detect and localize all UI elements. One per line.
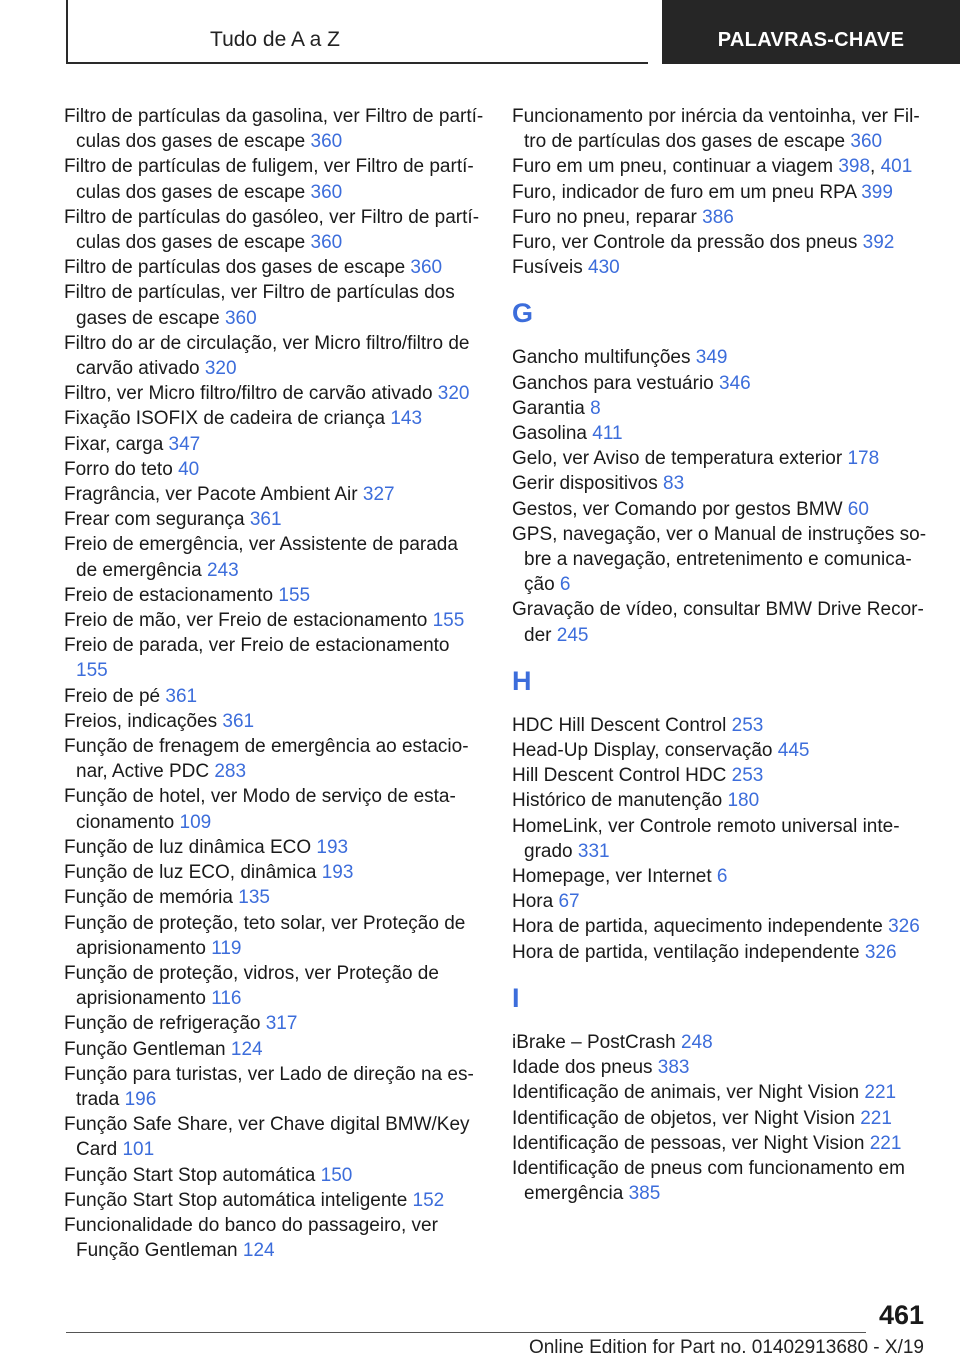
page-reference-link[interactable]: 360 bbox=[310, 181, 343, 203]
index-entry bbox=[512, 940, 932, 965]
index-entry bbox=[64, 709, 484, 734]
index-entry-text: Filtro de partículas de fuligem, ver Filtro de partículas dos gases de escape bbox=[64, 156, 474, 203]
index-entry-text: Função Start Stop automática inteligente bbox=[64, 1189, 408, 1211]
page-reference-link[interactable]: 6 bbox=[716, 866, 728, 888]
index-entry-text: Função Safe Share, ver Chave digital BMW/Key Card bbox=[64, 1114, 470, 1161]
page-reference-link[interactable]: 196 bbox=[124, 1088, 157, 1110]
page-reference-link[interactable]: 119 bbox=[211, 937, 242, 959]
index-entry-text: Função Gentleman bbox=[64, 1038, 226, 1060]
page-reference-link[interactable]: 152 bbox=[412, 1189, 445, 1211]
index-entry-text: Gelo, ver Aviso de temperatura exterior bbox=[512, 448, 843, 470]
index-entry bbox=[64, 961, 484, 1011]
index-entry bbox=[512, 738, 932, 763]
index-entry-text: Furo em um pneu, continuar a viagem bbox=[512, 156, 834, 178]
page-reference-link[interactable]: 326 bbox=[864, 941, 897, 963]
index-entry bbox=[64, 734, 484, 784]
index-entry-text: Freios, indicações bbox=[64, 710, 218, 732]
index-entry-text: Ganchos para vestuário bbox=[512, 372, 714, 394]
index-entry-text: Filtro de partículas, ver Filtro de partículas dos gases de escape bbox=[64, 282, 455, 329]
page-reference-link[interactable]: 317 bbox=[265, 1013, 298, 1035]
page-reference-link[interactable]: 283 bbox=[214, 761, 247, 783]
page-reference-link[interactable]: 347 bbox=[168, 433, 201, 455]
page-reference-link[interactable]: 385 bbox=[628, 1183, 661, 1205]
index-entry bbox=[64, 406, 484, 431]
index-entry-text: Forro do teto bbox=[64, 458, 173, 480]
index-entry-text: Função de proteção, vidros, ver Proteção de aprisionamento bbox=[64, 962, 439, 1010]
index-entry-text: Função Start Stop automática bbox=[64, 1164, 316, 1186]
page-reference-link[interactable]: 411 bbox=[592, 423, 623, 445]
index-entry-text: Gravação de vídeo, consultar BMW Drive Recorder bbox=[512, 599, 924, 646]
page-reference-link[interactable]: 135 bbox=[238, 887, 270, 909]
index-entry-text: Filtro de partículas dos gases de escape bbox=[64, 257, 406, 279]
index-entry bbox=[512, 421, 932, 446]
index-entry-text: Filtro do ar de circulação, ver Micro filtro/filtro de carvão ativado bbox=[64, 332, 470, 380]
index-entry-text: Função de frenagem de emergência ao estacionar, Active PDC bbox=[64, 736, 469, 783]
index-entry bbox=[512, 180, 932, 205]
index-entry-text: Hill Descent Control HDC bbox=[512, 765, 727, 787]
index-entry-text: Head-Up Display, conservação bbox=[512, 740, 773, 762]
index-entry bbox=[64, 784, 484, 834]
page-reference-link[interactable]: 320 bbox=[437, 383, 470, 405]
index-entry-text: Freio de emergência, ver Assistente de parada de emergência bbox=[64, 534, 458, 581]
index-entry bbox=[64, 205, 484, 255]
page-reference-link[interactable]: 248 bbox=[680, 1031, 713, 1053]
index-entry bbox=[64, 457, 484, 482]
page-reference-link[interactable]: 401 bbox=[880, 156, 913, 178]
index-column-left bbox=[64, 104, 484, 1263]
page-reference-link[interactable]: 150 bbox=[320, 1164, 353, 1186]
index-entry-text: Gestos, ver Comando por gestos BMW bbox=[512, 498, 843, 520]
footer-text: Online Edition for Part no. 01402913680 - X/19 bbox=[528, 1337, 924, 1358]
header-tab: PALAVRAS-CHAVE bbox=[662, 0, 960, 64]
index-letter: I bbox=[512, 982, 520, 1013]
index-entry-text: Idade dos pneus bbox=[512, 1057, 653, 1079]
index-entry bbox=[64, 835, 484, 860]
index-entry bbox=[64, 432, 484, 457]
index-entry bbox=[64, 633, 484, 683]
index-entry-text: Furo, ver Controle da pressão dos pneus bbox=[512, 232, 858, 254]
page-reference-link[interactable]: 221 bbox=[864, 1082, 897, 1104]
page-reference-link[interactable]: 243 bbox=[206, 559, 239, 581]
footer-rule bbox=[66, 1332, 866, 1333]
page-reference-link[interactable]: 178 bbox=[847, 448, 880, 470]
index-entry-text: Gerir dispositivos bbox=[512, 473, 658, 495]
index-entry-text: Identificação de objetos, ver Night Vision bbox=[512, 1107, 855, 1129]
page-reference-link[interactable]: 386 bbox=[702, 206, 734, 228]
page-reference-link[interactable]: 360 bbox=[850, 131, 883, 153]
section-title: Tudo de A a Z bbox=[210, 28, 340, 51]
index-entry-text: Fixar, carga bbox=[64, 433, 164, 455]
page-reference-link[interactable]: 6 bbox=[559, 574, 571, 596]
header-section bbox=[210, 0, 658, 64]
page-reference-link[interactable]: 124 bbox=[230, 1038, 263, 1060]
index-entry bbox=[64, 1011, 484, 1036]
page-reference-link[interactable]: 155 bbox=[76, 660, 108, 682]
index-letter: H bbox=[512, 665, 532, 696]
page-reference-link[interactable]: 221 bbox=[869, 1132, 902, 1154]
page-reference-link[interactable]: 346 bbox=[719, 372, 751, 394]
index-entry-text: Hora bbox=[512, 891, 554, 913]
index-entry-text: Filtro de partículas do gasóleo, ver Filtro de partículas dos gases de escape bbox=[64, 206, 480, 254]
page-reference-link[interactable]: 67 bbox=[558, 891, 580, 913]
page-reference-link[interactable]: 143 bbox=[390, 408, 423, 430]
index-entry-text: Histórico de manutenção bbox=[512, 790, 723, 812]
index-entry-text: Garantia bbox=[512, 397, 585, 419]
index-entry bbox=[64, 911, 484, 961]
index-entry-text: Identificação de pneus com funcionamento em emergência bbox=[512, 1157, 905, 1205]
index-entry-text: Gancho multifunções bbox=[512, 347, 691, 369]
page-reference-link[interactable]: 399 bbox=[861, 181, 893, 203]
index-entry-text: Gasolina bbox=[512, 423, 587, 445]
index-entry bbox=[512, 1106, 932, 1131]
index-entry bbox=[64, 885, 484, 910]
page-reference-link[interactable]: 326 bbox=[888, 916, 920, 938]
index-entry-text: Freio de parada, ver Freio de estacionamento bbox=[64, 635, 450, 657]
index-entry-text: Fixação ISOFIX de cadeira de criança bbox=[64, 408, 386, 430]
index-entry-text: Freio de pé bbox=[64, 685, 161, 707]
index-entry bbox=[64, 507, 484, 532]
page-reference-link[interactable]: 124 bbox=[242, 1240, 275, 1262]
index-entry-text: GPS, navegação, ver o Manual de instruções sobre a navegação, entretenimento e comunicação bbox=[512, 523, 927, 596]
index-entry bbox=[512, 914, 932, 939]
index-entry bbox=[512, 522, 932, 598]
index-letter: G bbox=[512, 298, 534, 329]
index-entry-text: Filtro, ver Micro filtro/filtro de carvão ativado bbox=[64, 383, 433, 405]
index-entry-text: Funcionalidade do banco do passageiro, ver Função Gentleman bbox=[64, 1214, 438, 1262]
page-reference-link[interactable]: 361 bbox=[222, 710, 255, 732]
index-entry-text: Hora de partida, ventilação independente bbox=[512, 941, 860, 963]
index-entry-text: Função para turistas, ver Lado de direção na estrada bbox=[64, 1063, 474, 1110]
index-column-right bbox=[512, 104, 932, 1206]
index-entry bbox=[512, 1156, 932, 1206]
index-entry-text: Hora de partida, aquecimento independente bbox=[512, 916, 883, 938]
index-entry bbox=[512, 1030, 932, 1055]
index-entry-text: Freio de mão, ver Freio de estacionamento bbox=[64, 610, 428, 632]
index-entry bbox=[512, 371, 932, 396]
index-entry bbox=[512, 230, 932, 255]
page-reference-link[interactable]: 361 bbox=[249, 509, 282, 531]
page-reference-link[interactable]: 360 bbox=[310, 131, 343, 153]
index-entry bbox=[512, 345, 932, 370]
index-entry bbox=[512, 205, 932, 230]
index-entry bbox=[64, 104, 484, 154]
index-entry-text: Homepage, ver Internet bbox=[512, 866, 712, 888]
index-entry-text: Função de luz dinâmica ECO bbox=[64, 836, 312, 858]
index-entry bbox=[64, 532, 484, 582]
page-reference-link[interactable]: 445 bbox=[777, 740, 810, 762]
page-reference-link[interactable]: 193 bbox=[316, 836, 349, 858]
page-reference-link[interactable]: 398 bbox=[838, 156, 871, 178]
index-entry bbox=[512, 104, 932, 154]
index-entry bbox=[64, 583, 484, 608]
page-reference-link[interactable]: 327 bbox=[362, 484, 395, 506]
page-reference-link[interactable]: 109 bbox=[179, 811, 212, 833]
page-reference-link[interactable]: 193 bbox=[321, 862, 354, 884]
index-entry: Furo em um pneu, continuar a viagem 398, 401 bbox=[512, 156, 913, 178]
page-reference-link[interactable]: 349 bbox=[695, 347, 728, 369]
page-reference-link[interactable]: 320 bbox=[204, 358, 237, 380]
page-reference-link[interactable]: 221 bbox=[860, 1107, 892, 1129]
page-reference-link[interactable]: 331 bbox=[577, 840, 610, 862]
index-entry bbox=[64, 1062, 484, 1112]
page-reference-link[interactable]: 383 bbox=[657, 1057, 690, 1079]
index-entry-text: HomeLink, ver Controle remoto universal integrado bbox=[512, 815, 900, 862]
index-entry-text: Funcionamento por inércia da ventoinha, ver Filtro de partículas dos gases de escape bbox=[512, 106, 920, 153]
index-entry bbox=[64, 280, 484, 330]
index-entry bbox=[512, 497, 932, 522]
page-reference-link[interactable]: 360 bbox=[410, 257, 443, 279]
index-entry bbox=[64, 381, 484, 406]
page-reference-link[interactable]: 253 bbox=[731, 714, 764, 736]
index-entry bbox=[512, 713, 932, 738]
index-entry-text: iBrake – PostCrash bbox=[512, 1031, 676, 1053]
index-entry-text: HDC Hill Descent Control bbox=[512, 714, 727, 736]
index-entry-text: Frear com segurança bbox=[64, 509, 245, 531]
index-entry-text: Filtro de partículas da gasolina, ver Filtro de partículas dos gases de escape bbox=[64, 106, 484, 153]
page-reference-link[interactable]: 360 bbox=[310, 232, 343, 254]
page-reference-link[interactable]: 8 bbox=[590, 397, 601, 419]
index-entry bbox=[64, 1037, 484, 1062]
page-reference-link[interactable]: 360 bbox=[224, 307, 257, 329]
index-entry bbox=[64, 482, 484, 507]
page-reference-link[interactable]: 253 bbox=[731, 765, 764, 787]
index-entry bbox=[64, 331, 484, 381]
index-entry-text: Função de hotel, ver Modo de serviço de estacionamento bbox=[64, 786, 456, 833]
index-entry bbox=[512, 471, 932, 496]
page-reference-link[interactable]: 101 bbox=[122, 1139, 155, 1161]
page-reference-link[interactable]: 40 bbox=[178, 458, 200, 480]
page-reference-link[interactable]: 155 bbox=[278, 584, 311, 606]
index-entry-text: Furo no pneu, reparar bbox=[512, 206, 697, 228]
page-reference-link[interactable]: 245 bbox=[556, 624, 589, 646]
index-entry bbox=[64, 860, 484, 885]
index-entry-text: Função de refrigeração bbox=[64, 1013, 261, 1035]
page-reference-link[interactable]: 392 bbox=[862, 232, 895, 254]
page-reference-link[interactable]: 361 bbox=[165, 685, 198, 707]
index-entry bbox=[64, 1163, 484, 1188]
index-entry bbox=[512, 1055, 932, 1080]
index-entry bbox=[512, 255, 932, 280]
page-reference-link[interactable]: 180 bbox=[727, 790, 760, 812]
index-entry bbox=[512, 1131, 932, 1156]
index-entry bbox=[64, 608, 484, 633]
index-entry bbox=[64, 154, 484, 204]
index-entry bbox=[64, 1112, 484, 1162]
page-reference-link[interactable]: 430 bbox=[588, 257, 620, 279]
page-reference-link[interactable]: 60 bbox=[847, 498, 869, 520]
page-reference-link[interactable]: 155 bbox=[432, 610, 465, 632]
index-entry-text: Função de proteção, teto solar, ver Proteção de aprisionamento bbox=[64, 912, 466, 959]
index-entry-text: Fusíveis bbox=[512, 257, 583, 279]
index-entry-text: Furo, indicador de furo em um pneu RPA bbox=[512, 181, 856, 203]
index-entry bbox=[512, 597, 932, 647]
page-reference-link[interactable]: 83 bbox=[663, 473, 685, 495]
index-entry bbox=[512, 396, 932, 421]
index-entry bbox=[512, 446, 932, 471]
index-entry bbox=[64, 684, 484, 709]
index-entry bbox=[512, 889, 932, 914]
index-entry bbox=[64, 1213, 484, 1263]
index-entry bbox=[64, 255, 484, 280]
header-frame bbox=[66, 0, 648, 64]
index-entry-text: Função de luz ECO, dinâmica bbox=[64, 862, 317, 884]
index-entry-text: Função de memória bbox=[64, 887, 233, 909]
index-entry bbox=[512, 814, 932, 864]
index-entry-text: Fragrância, ver Pacote Ambient Air bbox=[64, 484, 358, 506]
index-entry-text: Identificação de pessoas, ver Night Vision bbox=[512, 1132, 865, 1154]
index-entry-text: Identificação de animais, ver Night Vision bbox=[512, 1082, 860, 1104]
index-entry bbox=[512, 763, 932, 788]
index-entry bbox=[64, 1188, 484, 1213]
page-number: 461 bbox=[878, 1300, 924, 1330]
index-entry bbox=[512, 788, 932, 813]
index-entry bbox=[512, 864, 932, 889]
page-reference-link[interactable]: 116 bbox=[211, 988, 242, 1010]
index-entry-text: Freio de estacionamento bbox=[64, 584, 274, 606]
index-entry bbox=[512, 1080, 932, 1105]
